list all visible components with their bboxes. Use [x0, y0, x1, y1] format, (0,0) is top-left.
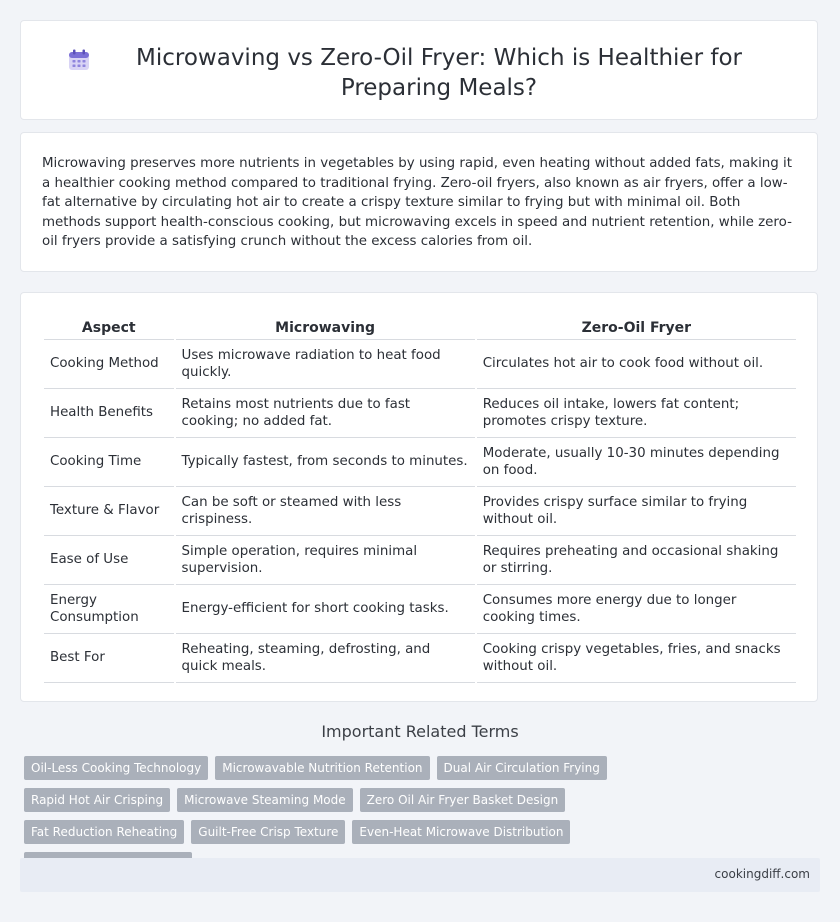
table-row [44, 389, 796, 438]
fryer-cell: Cooking crispy vegetables, fries, and snacks without oil. [477, 634, 796, 683]
comparison-card [20, 292, 818, 702]
microwaving-cell: Reheating, steaming, defrosting, and quick meals. [176, 634, 475, 683]
microwaving-cell: Retains most nutrients due to fast cooking; no added fat. [176, 389, 475, 438]
related-term-tag[interactable]: Oil-Less Cooking Technology [24, 756, 208, 780]
aspect-cell: Cooking Method [44, 340, 174, 389]
fryer-cell: Circulates hot air to cook food without oil. [477, 340, 796, 389]
related-term-tag[interactable]: Fat Reduction Reheating [24, 820, 184, 844]
related-term-tag[interactable]: Rapid Hot Air Crisping [24, 788, 170, 812]
fryer-cell: Requires preheating and occasional shaking or stirring. [477, 536, 796, 585]
related-term-tag[interactable]: Zero Oil Air Fryer Basket Design [360, 788, 566, 812]
page-title: Microwaving vs Zero-Oil Fryer: Which is Healthier for Preparing Meals? [136, 45, 742, 101]
intro-card [20, 132, 818, 272]
table-row [44, 487, 796, 536]
related-term-tag[interactable]: Even-Heat Microwave Distribution [352, 820, 570, 844]
fryer-cell: Moderate, usually 10-30 minutes depending on food. [477, 438, 796, 487]
table-row [44, 438, 796, 487]
footer-site-link[interactable]: cookingdiff.com [714, 867, 810, 881]
header-aspect: Aspect [44, 315, 174, 340]
table-row [44, 634, 796, 683]
header-card [20, 20, 818, 120]
aspect-cell: Cooking Time [44, 438, 174, 487]
aspect-cell: Ease of Use [44, 536, 174, 585]
microwaving-cell: Typically fastest, from seconds to minutes. [176, 438, 475, 487]
table-row [44, 585, 796, 634]
aspect-cell: Energy Consumption [44, 585, 174, 634]
aspect-cell: Texture & Flavor [44, 487, 174, 536]
fryer-cell: Provides crispy surface similar to frying without oil. [477, 487, 796, 536]
header-microwaving: Microwaving [176, 315, 475, 340]
fryer-cell: Reduces oil intake, lowers fat content; promotes crispy texture. [477, 389, 796, 438]
comparison-table [42, 315, 798, 683]
footer [20, 858, 820, 892]
microwaving-cell: Simple operation, requires minimal supervision. [176, 536, 475, 585]
microwaving-cell: Can be soft or steamed with less crispiness. [176, 487, 475, 536]
microwaving-cell: Uses microwave radiation to heat food quickly. [176, 340, 475, 389]
table-header-row [44, 315, 796, 340]
table-row [44, 536, 796, 585]
aspect-cell: Health Benefits [44, 389, 174, 438]
fryer-cell: Consumes more energy due to longer cooking times. [477, 585, 796, 634]
aspect-cell: Best For [44, 634, 174, 683]
header-zero-oil-fryer: Zero-Oil Fryer [477, 315, 796, 340]
related-terms-title: Important Related Terms [321, 722, 519, 741]
related-term-tag[interactable]: Microwave Steaming Mode [177, 788, 353, 812]
related-term-tag[interactable]: Guilt-Free Crisp Texture [191, 820, 345, 844]
related-term-tag[interactable]: Dual Air Circulation Frying [437, 756, 607, 780]
related-term-tag[interactable]: Microwavable Nutrition Retention [215, 756, 429, 780]
microwaving-cell: Energy-efficient for short cooking tasks. [176, 585, 475, 634]
intro-text: Microwaving preserves more nutrients in vegetables by using rapid, even heating without added fats, making it a healthier cooking method compared to traditional frying. Zero-oil fryers, also known as air fryers, offer a low-fat alternative by circulating hot air to create a crispy texture similar to frying but with minimal oil. Both methods support health-conscious cooking, but microwaving excels in speed and nutrient retention, while zero-oil fryers provide a satisfying crunch without the excess calories from oil. [42, 156, 792, 249]
table-row [44, 340, 796, 389]
